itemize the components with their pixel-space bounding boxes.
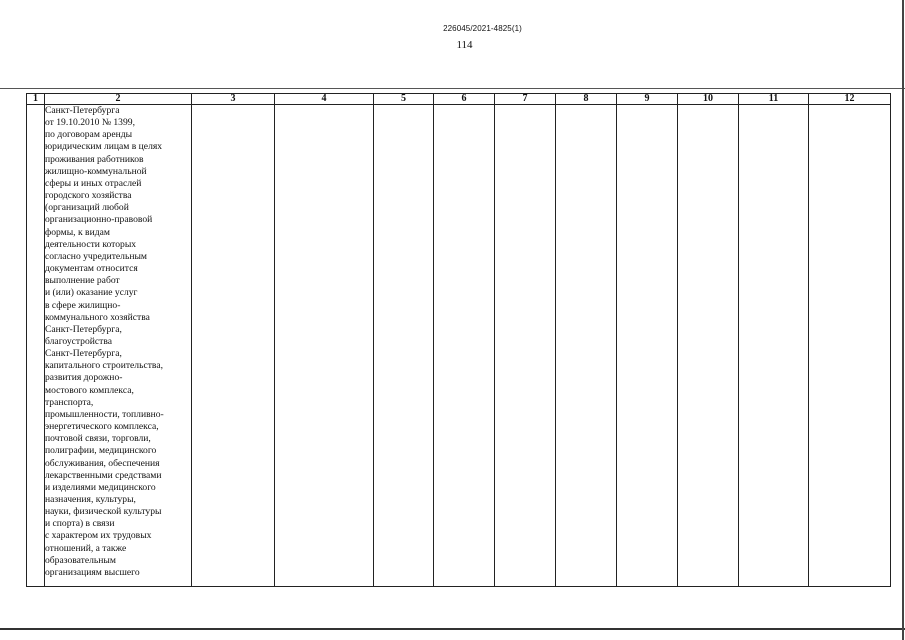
- description-line: энергетического комплекса,: [45, 421, 159, 433]
- description-line: организациям высшего: [45, 566, 140, 578]
- column-header-1: 1: [27, 94, 45, 105]
- description-line: и изделиями медицинского: [45, 481, 156, 493]
- column-header-7: 7: [495, 94, 556, 105]
- description-line: в сфере жилищно-: [45, 299, 121, 311]
- description-line: от 19.10.2010 № 1399,: [45, 117, 135, 129]
- document-id: 226045/2021-4825(1): [443, 24, 522, 33]
- description-line: промышленности, топливно-: [45, 408, 164, 420]
- description-line: городского хозяйства: [45, 190, 132, 202]
- frame-right-edge: [902, 0, 904, 640]
- column-header-9: 9: [617, 94, 678, 105]
- column-header-4: 4: [275, 94, 374, 105]
- column-header-6: 6: [434, 94, 495, 105]
- description-line: транспорта,: [45, 396, 94, 408]
- cell-col-1: [27, 105, 45, 587]
- cell-col-11: [739, 105, 809, 587]
- description-line: проживания работников: [45, 153, 144, 165]
- description-line: коммунального хозяйства: [45, 311, 150, 323]
- cell-col-12: [809, 105, 891, 587]
- description-line: Санкт-Петербурга: [45, 105, 120, 116]
- description-line: мостового комплекса,: [45, 384, 134, 396]
- description-line: выполнение работ: [45, 275, 120, 287]
- description-line: благоустройства: [45, 335, 113, 347]
- column-header-11: 11: [739, 94, 809, 105]
- description-line: организационно-правовой: [45, 214, 153, 226]
- description-line: отношений, а также: [45, 542, 127, 554]
- description-line: юридическим лицам в целях: [45, 141, 163, 153]
- description-line: и (или) оказание услуг: [45, 287, 138, 299]
- cell-col-5: [374, 105, 434, 587]
- description-line: науки, физической культуры: [45, 506, 162, 518]
- column-header-2: 2: [45, 94, 192, 105]
- cell-col-7: [495, 105, 556, 587]
- cell-col-8: [556, 105, 617, 587]
- description-line: обслуживания, обеспечения: [45, 457, 160, 469]
- description-line: и спорта) в связи: [45, 518, 115, 530]
- cell-col-2-description: [45, 105, 192, 587]
- column-header-5: 5: [374, 94, 434, 105]
- description-line: Санкт-Петербурга,: [45, 348, 122, 360]
- description-line: капитального строительства,: [45, 360, 163, 372]
- column-header-8: 8: [556, 94, 617, 105]
- column-header-10: 10: [678, 94, 739, 105]
- description-line: развития дорожно-: [45, 372, 123, 384]
- description-line: полиграфии, медицинского: [45, 445, 157, 457]
- description-line: лекарственными средствами: [45, 469, 162, 481]
- description-line: с характером их трудовых: [45, 530, 152, 542]
- description-line: формы, к видам: [45, 226, 110, 238]
- cell-col-3: [192, 105, 275, 587]
- cell-col-9: [617, 105, 678, 587]
- page-number: 114: [456, 39, 473, 51]
- description-line: деятельности которых: [45, 238, 137, 250]
- description-line: по договорам аренды: [45, 129, 133, 141]
- description-line: жилищно-коммунальной: [45, 165, 147, 177]
- table-row: [27, 105, 891, 587]
- description-line: документам относится: [45, 263, 138, 275]
- frame-top-line: [0, 88, 905, 89]
- column-header-12: 12: [809, 94, 891, 105]
- description-line: почтовой связи, торговли,: [45, 433, 151, 445]
- description-line: Санкт-Петербурга,: [45, 323, 122, 335]
- description-line: сферы и иных отраслей: [45, 177, 142, 189]
- column-header-3: 3: [192, 94, 275, 105]
- description-line: назначения, культуры,: [45, 494, 136, 505]
- table-header-row: [27, 94, 891, 105]
- description-line: согласно учредительным: [45, 250, 147, 262]
- data-table: [26, 93, 891, 587]
- cell-col-10: [678, 105, 739, 587]
- cell-col-6: [434, 105, 495, 587]
- description-line: (организаций любой: [45, 202, 129, 214]
- frame-bottom-line: [0, 628, 905, 630]
- cell-col-4: [275, 105, 374, 587]
- description-line: образовательным: [45, 554, 116, 566]
